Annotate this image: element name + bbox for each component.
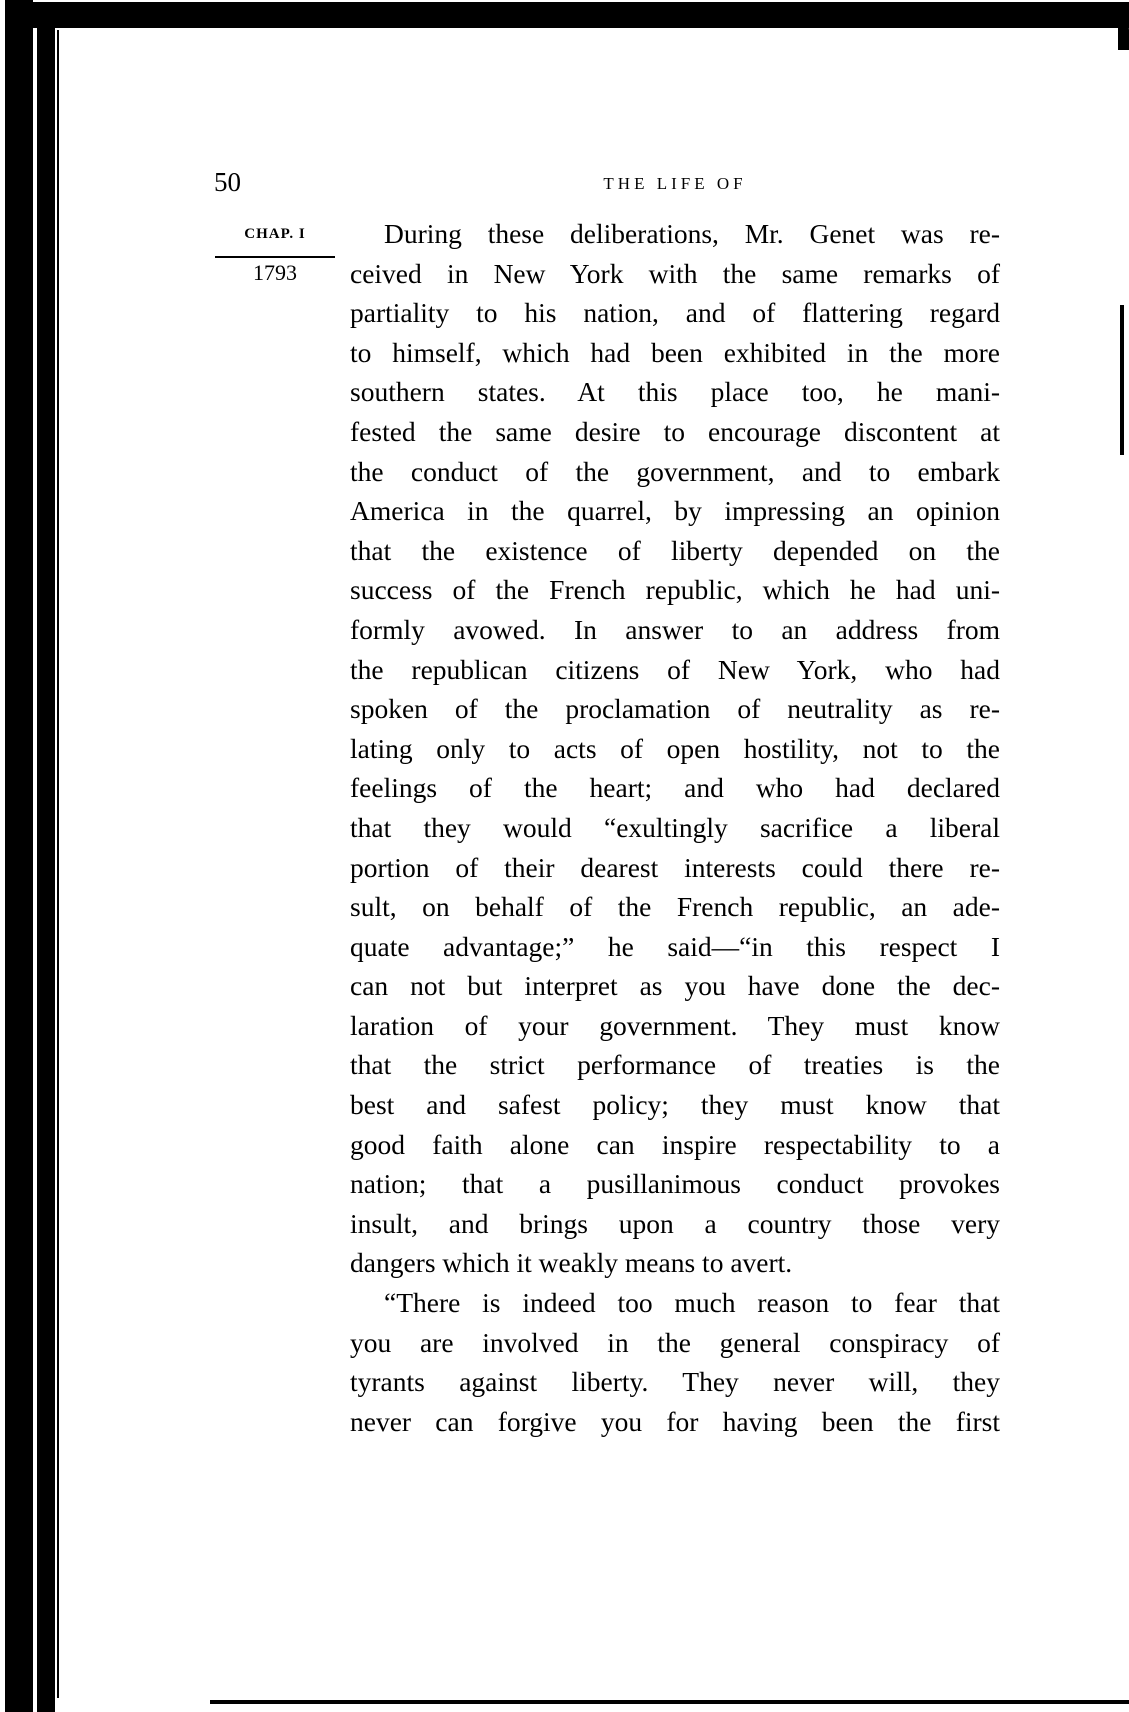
margin-chapter-label: CHAP. I	[244, 226, 306, 242]
text-line: success of the French republic, which he had uni-	[350, 574, 1000, 606]
paragraph	[350, 214, 1000, 1283]
text-line: insult, and brings upon a country those very	[350, 1207, 1000, 1239]
text-line: that the strict performance of treaties is the	[350, 1049, 1000, 1081]
text-line: you are involved in the general conspiracy of	[350, 1326, 1000, 1358]
text-line: quate advantage;” he said—“in this respect I	[350, 930, 1000, 962]
text-line: partiality to his nation, and of flattering regard	[350, 297, 1000, 329]
scan-border-left-line	[57, 30, 59, 1698]
text-line: can not but interpret as you have done the dec-	[350, 970, 1000, 1002]
scan-border-left-inner	[37, 25, 55, 1712]
text-line: dangers which it weakly means to avert.	[350, 1247, 793, 1279]
running-head: THE LIFE OF	[603, 174, 747, 193]
scan-border-bottom	[210, 1700, 1129, 1704]
margin-year: 1793	[253, 260, 297, 285]
body-text	[350, 214, 1000, 1441]
text-line: southern states. At this place too, he mani-	[350, 376, 1000, 408]
text-line: never can forgive you for having been the first	[350, 1405, 1000, 1437]
scan-border-left	[5, 0, 33, 1712]
text-line: “There is indeed too much reason to fear that	[384, 1287, 1000, 1319]
text-line: nation; that a pusillanimous conduct provokes	[350, 1168, 1000, 1200]
scan-border-top	[5, 2, 1129, 28]
text-line: feelings of the heart; and who had declared	[350, 772, 1000, 804]
text-line: lating only to acts of open hostility, not to the	[350, 732, 1000, 764]
text-line: laration of your government. They must know	[350, 1009, 1000, 1041]
text-line: to himself, which had been exhibited in the more	[350, 336, 1000, 368]
text-line: good faith alone can inspire respectability to a	[350, 1128, 1000, 1160]
page-number: 50	[214, 167, 241, 197]
text-line: spoken of the proclamation of neutrality as re-	[350, 693, 1000, 725]
paragraph	[350, 1283, 1000, 1441]
text-line: that the existence of liberty depended on the	[350, 534, 1000, 566]
scan-mark-right	[1120, 305, 1124, 455]
text-line: ceived in New York with the same remarks of	[350, 257, 1000, 289]
text-line: the republican citizens of New York, who had	[350, 653, 1000, 685]
text-line: best and safest policy; they must know that	[350, 1089, 1000, 1121]
text-line: During these deliberations, Mr. Genet was re-	[384, 218, 1000, 249]
text-line: America in the quarrel, by impressing an opinion	[350, 495, 1000, 527]
text-line: that they would “exultingly sacrifice a liberal	[350, 811, 1000, 843]
margin-rule	[215, 256, 335, 258]
text-line: fested the same desire to encourage discontent at	[350, 415, 1000, 447]
text-line: portion of their dearest interests could there re-	[350, 851, 1000, 883]
scan-corner-right	[1118, 20, 1129, 50]
text-line: tyrants against liberty. They never will, they	[350, 1366, 1000, 1398]
text-line: sult, on behalf of the French republic, an ade-	[350, 891, 1000, 923]
text-line: the conduct of the government, and to embark	[350, 455, 1000, 487]
text-line: formly avowed. In answer to an address from	[350, 613, 1000, 645]
